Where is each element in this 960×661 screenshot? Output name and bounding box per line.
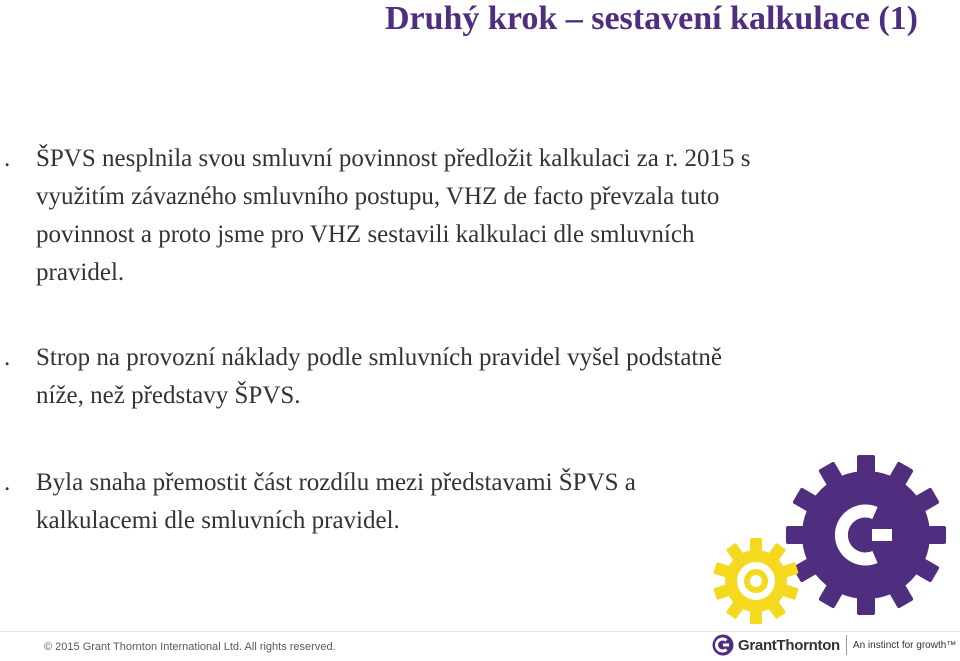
bullet-marker: .	[4, 469, 11, 496]
copyright-notice: © 2015 Grant Thornton International Ltd. All rights reserved.	[44, 641, 336, 653]
bullet-item	[0, 140, 760, 292]
bullet-text: ŠPVS nesplnila svou smluvní povinnost předložit kalkulaci za r. 2015 s využitím závazného smluvního postupu, VHZ de facto převzala tuto povinnost a proto jsme pro VHZ sestavili kalkulaci dle smluvních pravidel.	[36, 145, 751, 286]
gears-illustration	[690, 455, 960, 630]
bullet-text: Byla snaha přemostit část rozdílu mezi představami ŠPVS a kalkulacemi dle smluvních pravidel.	[36, 469, 636, 534]
yellow-gear-icon	[713, 538, 798, 624]
logo-mark-icon	[712, 634, 734, 656]
logo-tagline: An instinct for growth™	[852, 639, 957, 651]
grant-thornton-logo	[712, 633, 956, 657]
bullet-marker: .	[4, 145, 11, 172]
logo-wordmark: GrantThornton	[738, 636, 840, 654]
logo-separator	[846, 635, 847, 655]
bullet-marker: .	[4, 344, 11, 371]
bullet-item	[0, 339, 760, 415]
bullet-item	[0, 464, 760, 540]
bullet-text: Strop na provozní náklady podle smluvních pravidel vyšel podstatně níže, než představy ŠPVS.	[36, 344, 722, 409]
purple-gear-icon	[786, 455, 946, 615]
footer-divider	[0, 631, 960, 632]
slide-title: Druhý krok – sestavení kalkulace (1)	[384, 0, 918, 37]
